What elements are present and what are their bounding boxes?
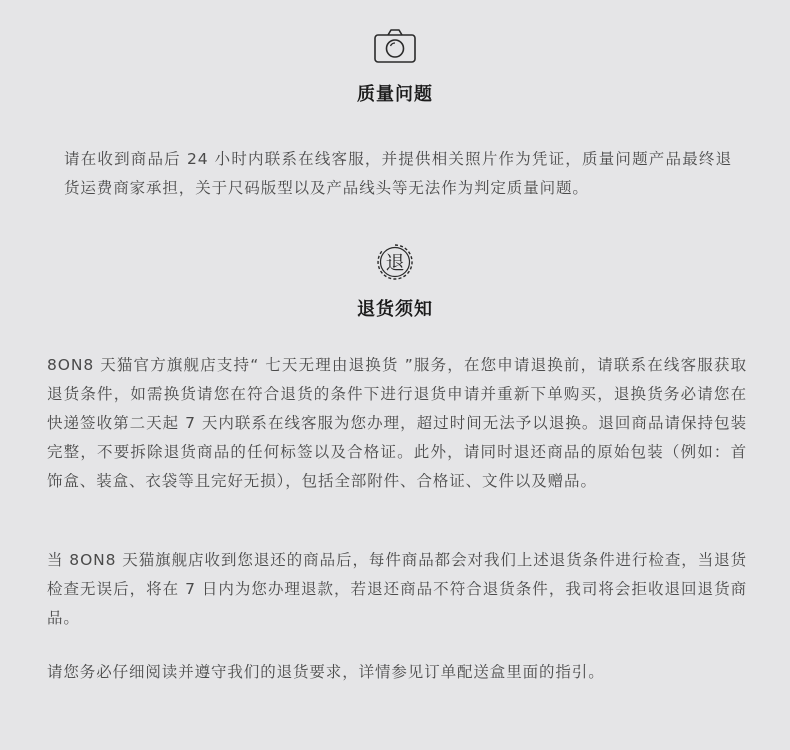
- returns-paragraph-3: 请您务必仔细阅读并遵守我们的退货要求，详情参见订单配送盒里面的指引。: [47, 663, 605, 681]
- returns-section-icon-wrap: [0, 242, 790, 282]
- returns-paragraph-2: 当 8ON8 天猫旗舰店收到您退还的商品后，每件商品都会对我们上述退货条件进行检查，当退货检查无误后，将在 7 日内为您办理退款，若退还商品不符合退货条件，我司将会拒收退回退货商品。: [47, 551, 747, 627]
- quality-section-icon-wrap: [0, 27, 790, 65]
- quality-description: 请在收到商品后 24 小时内联系在线客服，并提供相关照片作为凭证，质量问题产品最终退货运费商家承担，关于尺码版型以及产品线头等无法作为判定质量问题。: [64, 150, 732, 197]
- return-badge-char: 退: [385, 252, 405, 274]
- returns-paragraph-1: 8ON8 天猫官方旗舰店支持“ 七天无理由退换货 ”服务，在您申请退换前，请联系在线客服获取退货条件，如需换货请您在符合退货的条件下进行退货申请并重新下单购买，退换货务必请您在快递签收第二天起 7 天内联系在线客服为您办理，超过时间无法予以退换。退回商品请保持包装完整，不要拆除退货商品的任何标签以及合格证。此外，请同时退还商品的原始包装（例如：首饰盒、装盒、衣袋等且完好无损），包括全部附件、合格证、文件以及赠品。: [47, 356, 747, 490]
- camera-icon: [373, 27, 417, 65]
- return-badge-icon: [375, 242, 415, 282]
- quality-title: 质量问题: [357, 84, 433, 105]
- returns-title: 退货须知: [357, 299, 433, 320]
